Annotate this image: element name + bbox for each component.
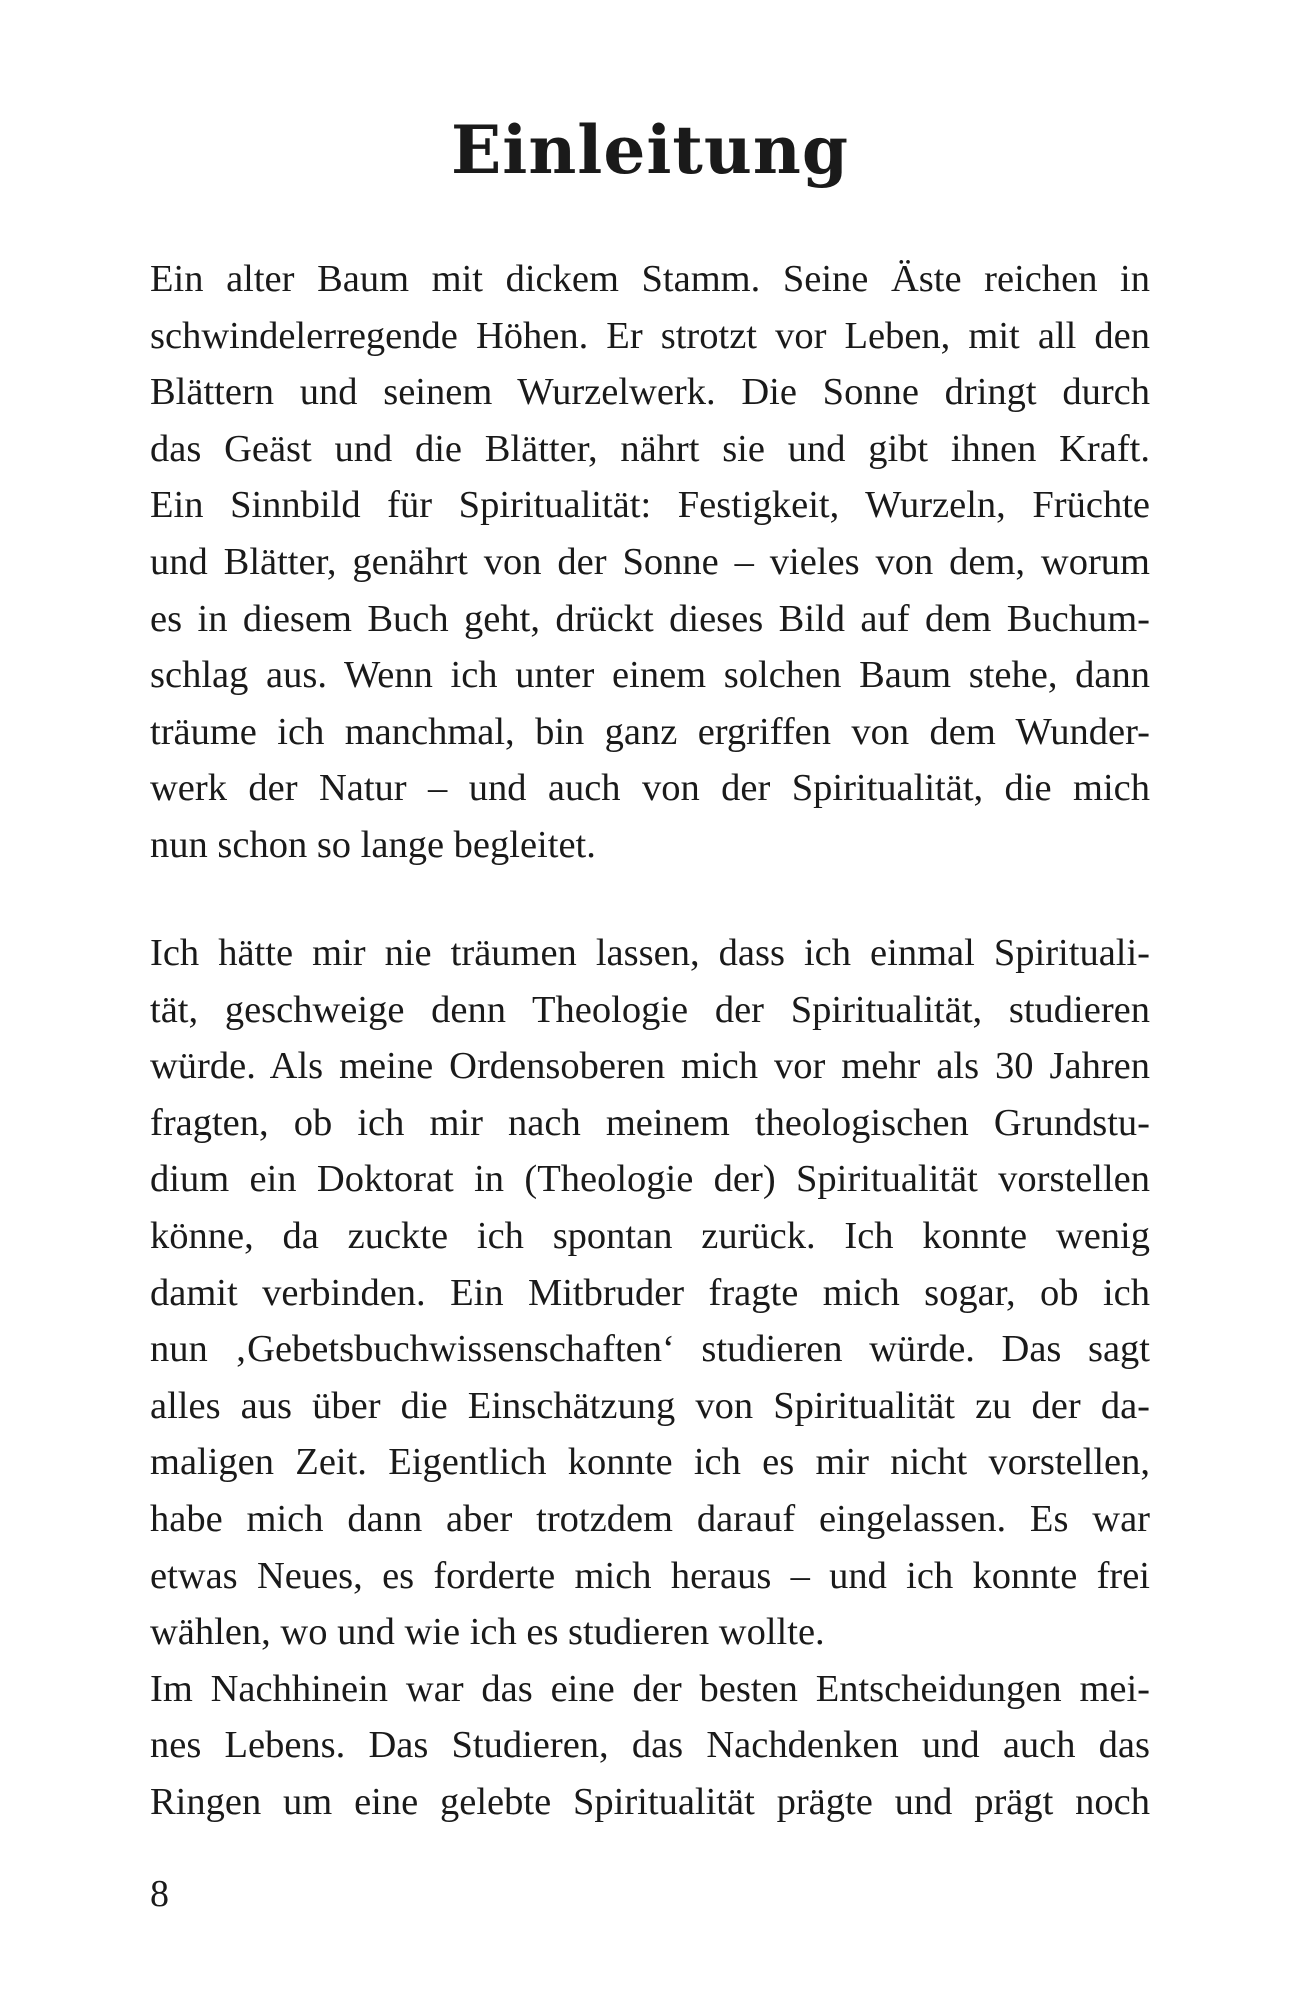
text-line: Ein alter Baum mit dickem Stamm. Seine Äste reichen in	[150, 258, 1150, 300]
text-line: träume ich manchmal, bin ganz ergriffen von dem Wunder-	[150, 710, 1150, 753]
text-line: werk der Natur – und auch von der Spiritualität, die mich	[150, 767, 1150, 810]
chapter-title: Einleitung	[450, 111, 850, 189]
text-line: das Geäst und die Blätter, nährt sie und gibt ihnen Kraft.	[150, 427, 1150, 470]
text-line: Ich hätte mir nie träumen lassen, dass ich einmal Spirituali-	[150, 932, 1150, 974]
text-line: schwindelerregende Höhen. Er strotzt vor Leben, mit all den	[150, 314, 1150, 357]
text-line: tät, geschweige denn Theologie der Spiritualität, studieren	[150, 988, 1150, 1031]
text-line: habe mich dann aber trotzdem darauf eingelassen. Es war	[150, 1497, 1150, 1540]
text-line: nun schon so lange begleitet.	[150, 823, 596, 866]
text-line: dium ein Doktorat in (Theologie der) Spiritualität vorstellen	[150, 1158, 1150, 1201]
text-line: Ringen um eine gelebte Spiritualität prägte und prägt noch	[150, 1780, 1150, 1823]
paragraph-2	[150, 925, 1150, 1831]
text-line: und Blätter, genährt von der Sonne – vieles von dem, worum	[150, 540, 1150, 583]
text-line: wählen, wo und wie ich es studieren wollte.	[150, 1611, 825, 1654]
text-line: schlag aus. Wenn ich unter einem solchen Baum stehe, dann	[150, 654, 1150, 697]
text-line: nes Lebens. Das Studieren, das Nachdenken und auch das	[150, 1724, 1150, 1767]
text-line: Im Nachhinein war das eine der besten Entscheidungen mei-	[150, 1667, 1150, 1710]
text-line: nun ‚Gebetsbuchwissenschaften‘ studieren würde. Das sagt	[150, 1328, 1150, 1371]
text-line: Blättern und seinem Wurzelwerk. Die Sonne dringt durch	[150, 371, 1150, 414]
text-line: damit verbinden. Ein Mitbruder fragte mich sogar, ob ich	[150, 1271, 1150, 1314]
text-line: fragten, ob ich mir nach meinem theologischen Grundstu-	[150, 1101, 1150, 1144]
text-line: alles aus über die Einschätzung von Spiritualität zu der da-	[150, 1384, 1150, 1427]
text-line: maligen Zeit. Eigentlich konnte ich es mir nicht vorstellen,	[150, 1441, 1150, 1484]
paragraph-1	[150, 251, 1150, 874]
text-line: würde. Als meine Ordensoberen mich vor mehr als 30 Jahren	[150, 1045, 1150, 1088]
page-number: 8	[150, 1873, 169, 1915]
text-line: könne, da zuckte ich spontan zurück. Ich konnte wenig	[150, 1214, 1150, 1257]
text-line: Ein Sinnbild für Spiritualität: Festigkeit, Wurzeln, Früchte	[150, 484, 1150, 527]
text-line: es in diesem Buch geht, drückt dieses Bild auf dem Buchum-	[150, 597, 1150, 640]
text-line: etwas Neues, es forderte mich heraus – und ich konnte frei	[150, 1554, 1150, 1597]
